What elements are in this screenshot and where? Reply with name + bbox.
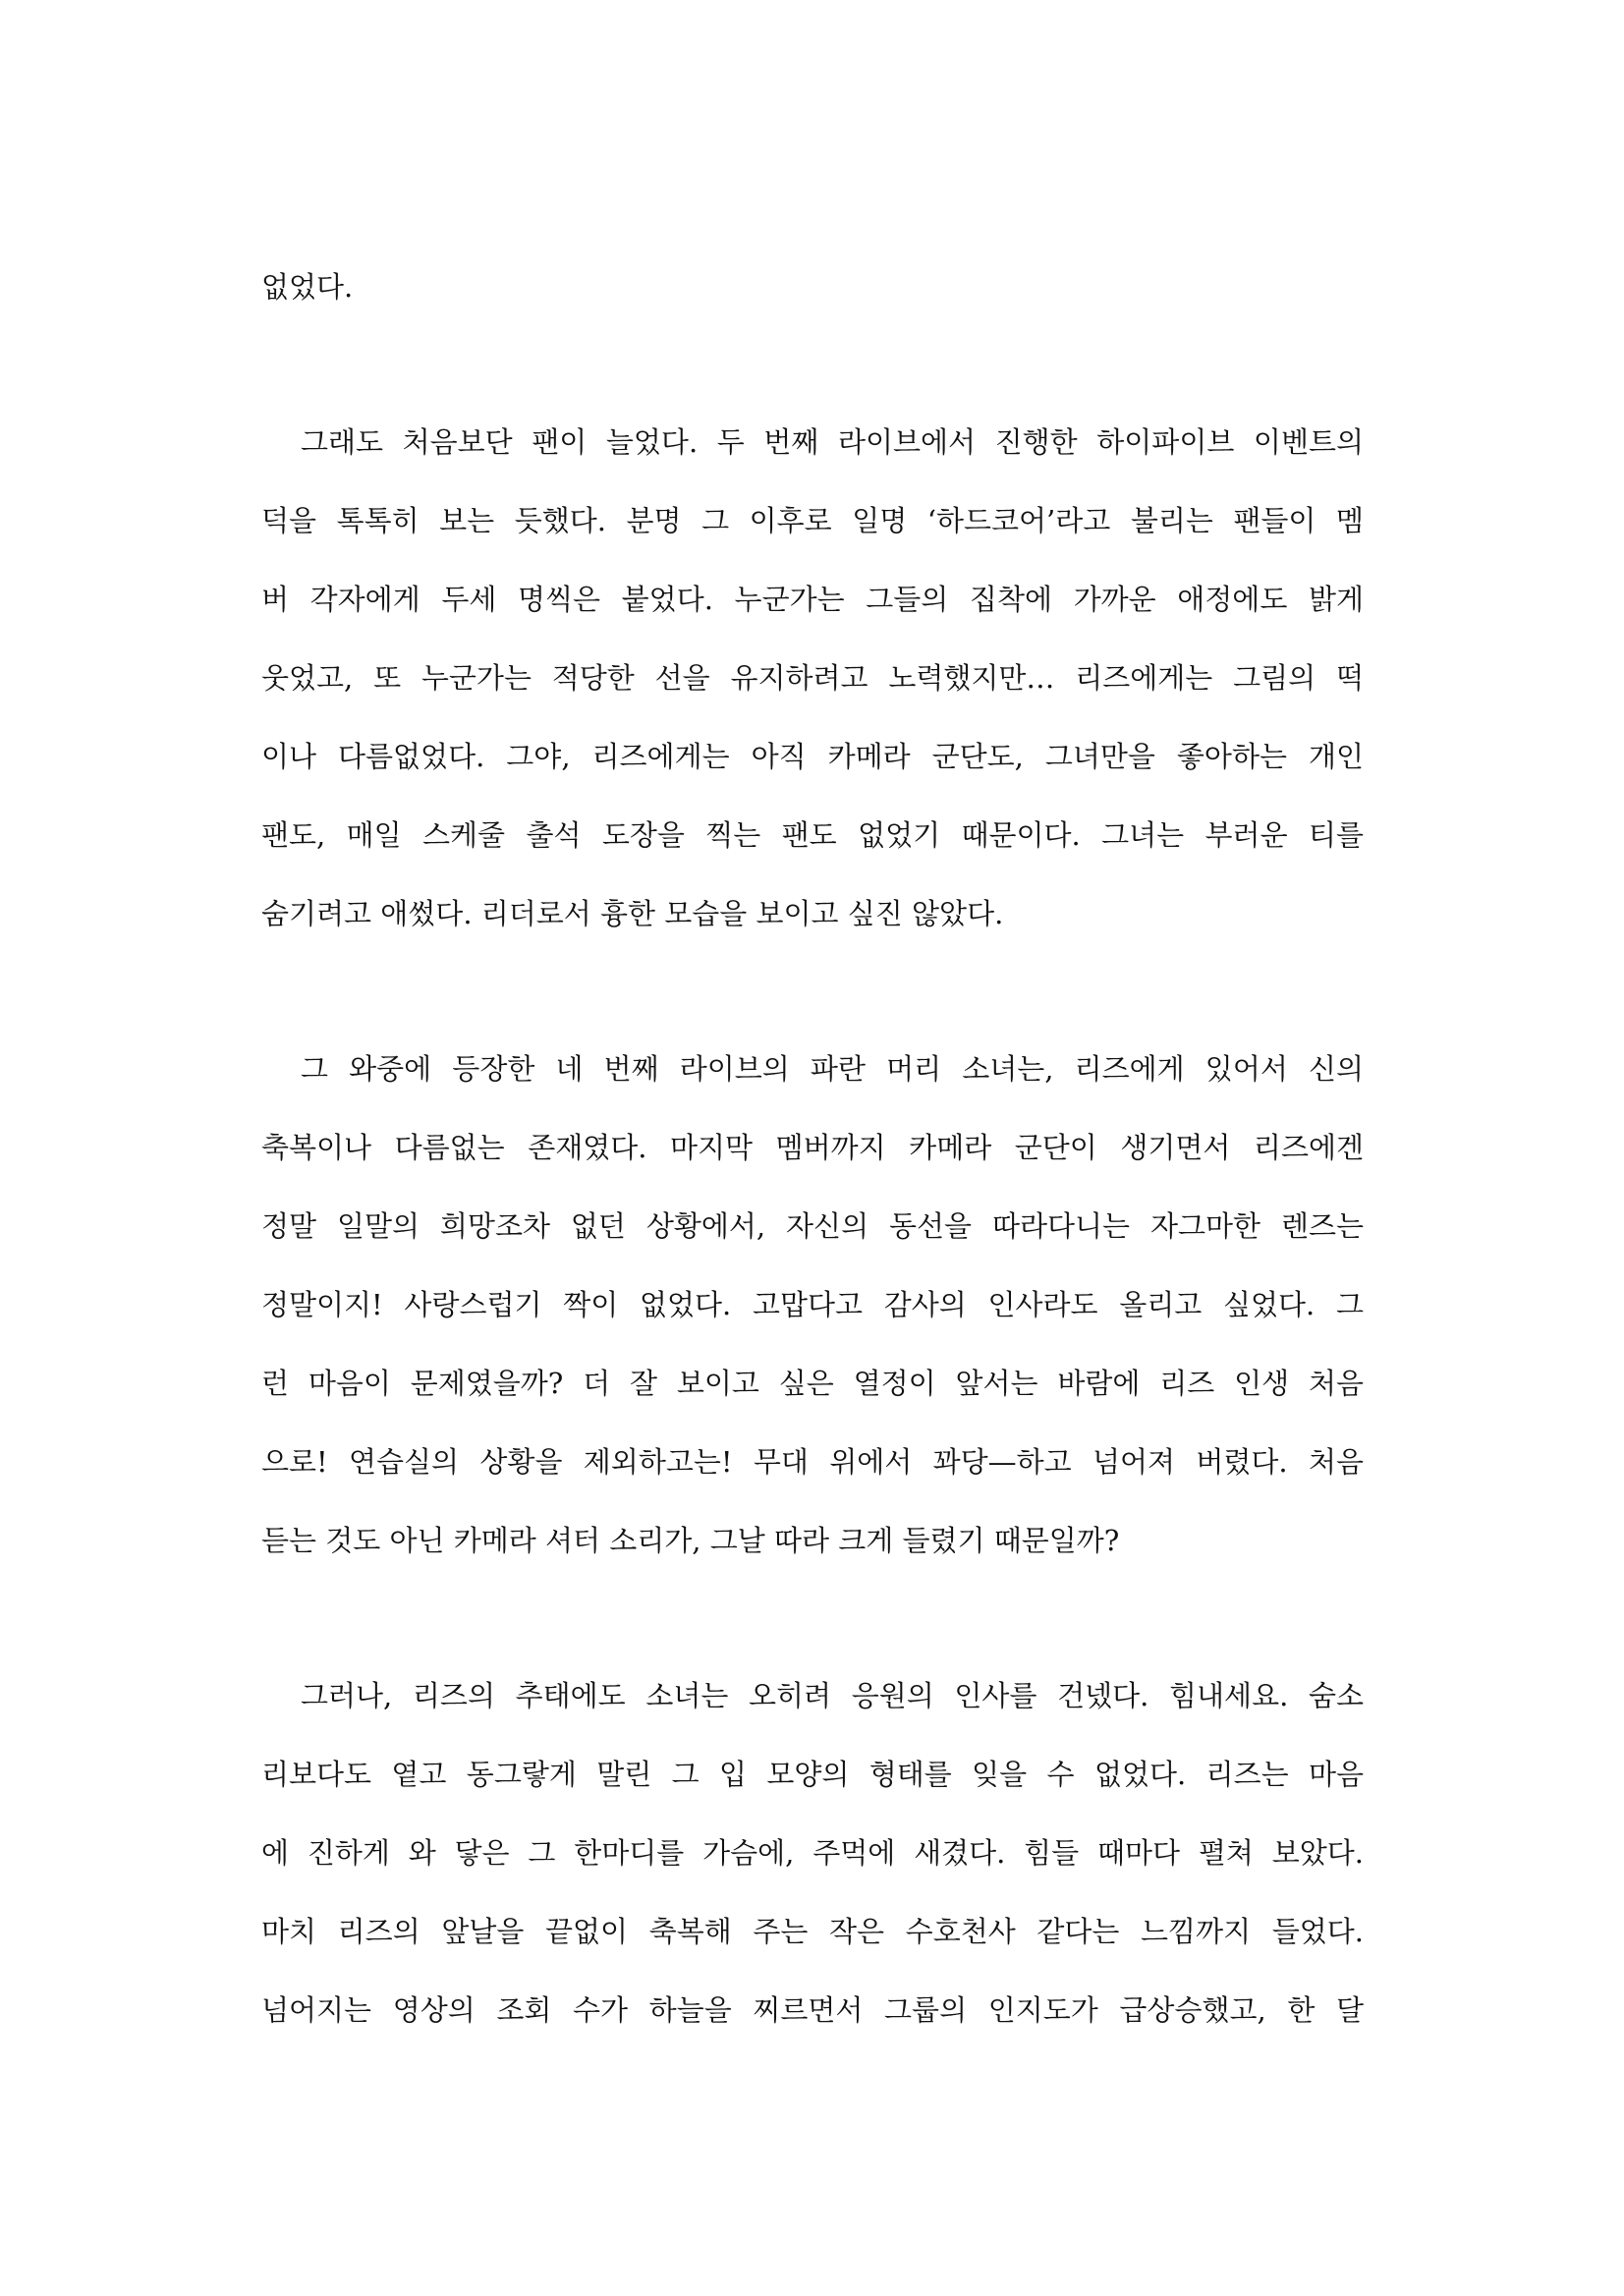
text-line: 듣는 것도 아닌 카메라 셔터 소리가, 그날 따라 크게 들렸기 때문일까? [261,1524,1120,1557]
text-line: 정말 일말의 희망조차 없던 상황에서, 자신의 동선을 따라다니는 자그마한 렌즈는 [261,1209,1364,1243]
text-line: 그 와중에 등장한 네 번째 라이브의 파란 머리 소녀는, 리즈에게 있어서 신의 [301,1052,1364,1086]
text-line: 팬도, 매일 스케줄 출석 도장을 찍는 팬도 없었기 때문이다. 그녀는 부러운 티를 [261,818,1364,852]
text-line: 넘어지는 영상의 조회 수가 하늘을 찌르면서 그룹의 인지도가 급상승했고, 한 달 [261,1993,1364,2027]
text-line: 웃었고, 또 누군가는 적당한 선을 유지하려고 노력했지만… 리즈에게는 그림의 떡 [261,661,1364,695]
text-line: 그러나, 리즈의 추태에도 소녀는 오히려 응원의 인사를 건넸다. 힘내세요. 숨소 [301,1679,1364,1712]
text-line: 숨기려고 애썼다. 리더로서 흉한 모습을 보이고 싶진 않았다. [261,897,1004,930]
text-line: 으로! 연습실의 상황을 제외하고는! 무대 위에서 꽈당—하고 넘어져 버렸다. 처음 [261,1445,1364,1479]
text-line: 에 진하게 와 닿은 그 한마디를 가슴에, 주먹에 새겼다. 힘들 때마다 펼쳐 보았다. [261,1836,1364,1870]
text-line: 이나 다름없었다. 그야, 리즈에게는 아직 카메라 군단도, 그녀만을 좋아하는 개인 [261,740,1364,773]
text-line: 그래도 처음보단 팬이 늘었다. 두 번째 라이브에서 진행한 하이파이브 이벤트의 [301,425,1364,459]
text-line: 없었다. [261,270,354,304]
text-line: 리보다도 옅고 동그랗게 말린 그 입 모양의 형태를 잊을 수 없었다. 리즈는 마음 [261,1758,1364,1791]
text-line: 마치 리즈의 앞날을 끝없이 축복해 주는 작은 수호천사 같다는 느낌까지 들었다. [261,1915,1364,1948]
text-line: 버 각자에게 두세 명씩은 붙었다. 누군가는 그들의 집착에 가까운 애정에도 밝게 [261,583,1364,616]
text-line: 덕을 톡톡히 보는 듯했다. 분명 그 이후로 일명 ‘하드코어’라고 불리는 팬들이 멤 [261,504,1364,537]
text-line: 축복이나 다름없는 존재였다. 마지막 멤버까지 카메라 군단이 생기면서 리즈에겐 [261,1131,1364,1164]
text-line: 정말이지! 사랑스럽기 짝이 없었다. 고맙다고 감사의 인사라도 올리고 싶었다. 그 [261,1288,1364,1321]
text-line: 런 마음이 문제였을까? 더 잘 보이고 싶은 열정이 앞서는 바람에 리즈 인생 처음 [261,1367,1364,1400]
